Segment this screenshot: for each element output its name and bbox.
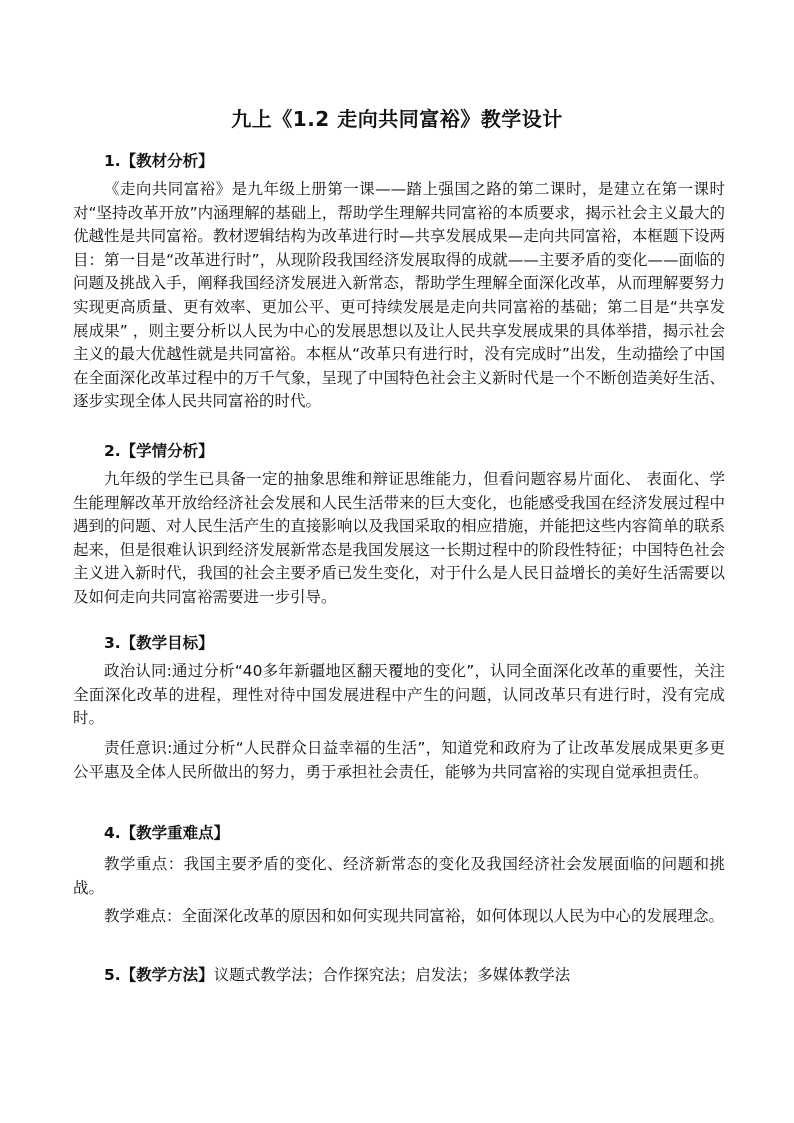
section-paragraph-difficulties: 教学难点：全面深化改革的原因和如何实现共同富裕，如何体现以人民为中心的发展理念。 xyxy=(104,907,725,925)
section-paragraph-textbook-analysis: 《走向共同富裕》是九年级上册第一课——踏上强国之路的第二课时，是建立在第一课时对“坚持改革开放”内涵理解的基础上，帮助学生理解共同富裕的本质要求，揭示社会主义最大的优越性是共同富裕。教材逻辑结构为改革进行时—共享发展成果—走向共同富裕，本框题下设两目：第一目是“改革进行时”，从现阶段我国经济发展取得的成就——主要矛盾的变化——面临的问题及挑战入手，阐释我国经济发展进入新常态，帮助学生理解全面深化改革，从而理解要努力实现更高质量、更有效率、更加公平、更可持续发展是走向共同富裕的基础；第二目是“共享发展成果” ，则主要分析以人民为中心的发展思想以及让人民共享发展成果的具体举措，揭示社会主义的最大优越性就是共同富裕。本框从“改革只有进行时，没有完成时”出发，生动描绘了中国在全面深化改革过程中的万千气象，呈现了中国特色社会主义新时代是一个不断创造美好生活、逐步实现全体人民共同富裕的时代。 xyxy=(73,180,725,411)
section-heading-key-difficulties: 4.【教学重难点】 xyxy=(104,824,230,842)
section-heading-learner-analysis: 2.【学情分析】 xyxy=(104,442,214,460)
section-teaching-methods xyxy=(104,964,570,986)
section-paragraph-learner-analysis: 九年级的学生已具备一定的抽象思维和辩证思维能力，但看问题容易片面化、 表面化、学生能理解改革开放给经济社会发展和人民生活带来的巨大变化，也能感受我国在经济发展过程中遇到的问题、对人民生活产生的直接影响以及我国采取的相应措施，并能把这些内容简单的联系起来，但是很难认识到经济发展新常态是我国发展这一长期过程中的阶段性特征；中国特色社会主义进入新时代，我国的社会主要矛盾已发生变化，对于什么是人民日益增长的美好生活需要以及如何走向共同富裕需要进一步引导。 xyxy=(73,470,725,606)
section-paragraph-responsibility: 责任意识:通过分析“人民群众日益幸福的生活”，知道党和政府为了让改革发展成果更多更公平惠及全体人民所做出的努力，勇于承担社会责任，能够为共同富裕的实现自觉承担责任。 xyxy=(73,739,725,781)
section-paragraph-key-points: 教学重点：我国主要矛盾的变化、经济新常态的变化及我国经济社会发展面临的问题和挑战。 xyxy=(73,855,725,897)
section-paragraph-political-identity: 政治认同:通过分析“40多年新疆地区翻天覆地的变化”，认同全面深化改革的重要性，关注全面深化改革的进程，理性对待中国发展进程中产生的问题，认同改革只有进行时，没有完成时。 xyxy=(73,662,725,728)
section-heading-teaching-methods: 5.【教学方法】 xyxy=(104,966,214,984)
section-heading-textbook-analysis: 1.【教材分析】 xyxy=(104,152,214,170)
section-heading-teaching-goals: 3.【教学目标】 xyxy=(104,634,214,652)
teaching-methods-text: 议题式教学法；合作探究法；启发法；多媒体教学法 xyxy=(213,966,571,984)
document-title: 九上《1.2 走向共同富裕》教学设计 xyxy=(231,107,563,131)
